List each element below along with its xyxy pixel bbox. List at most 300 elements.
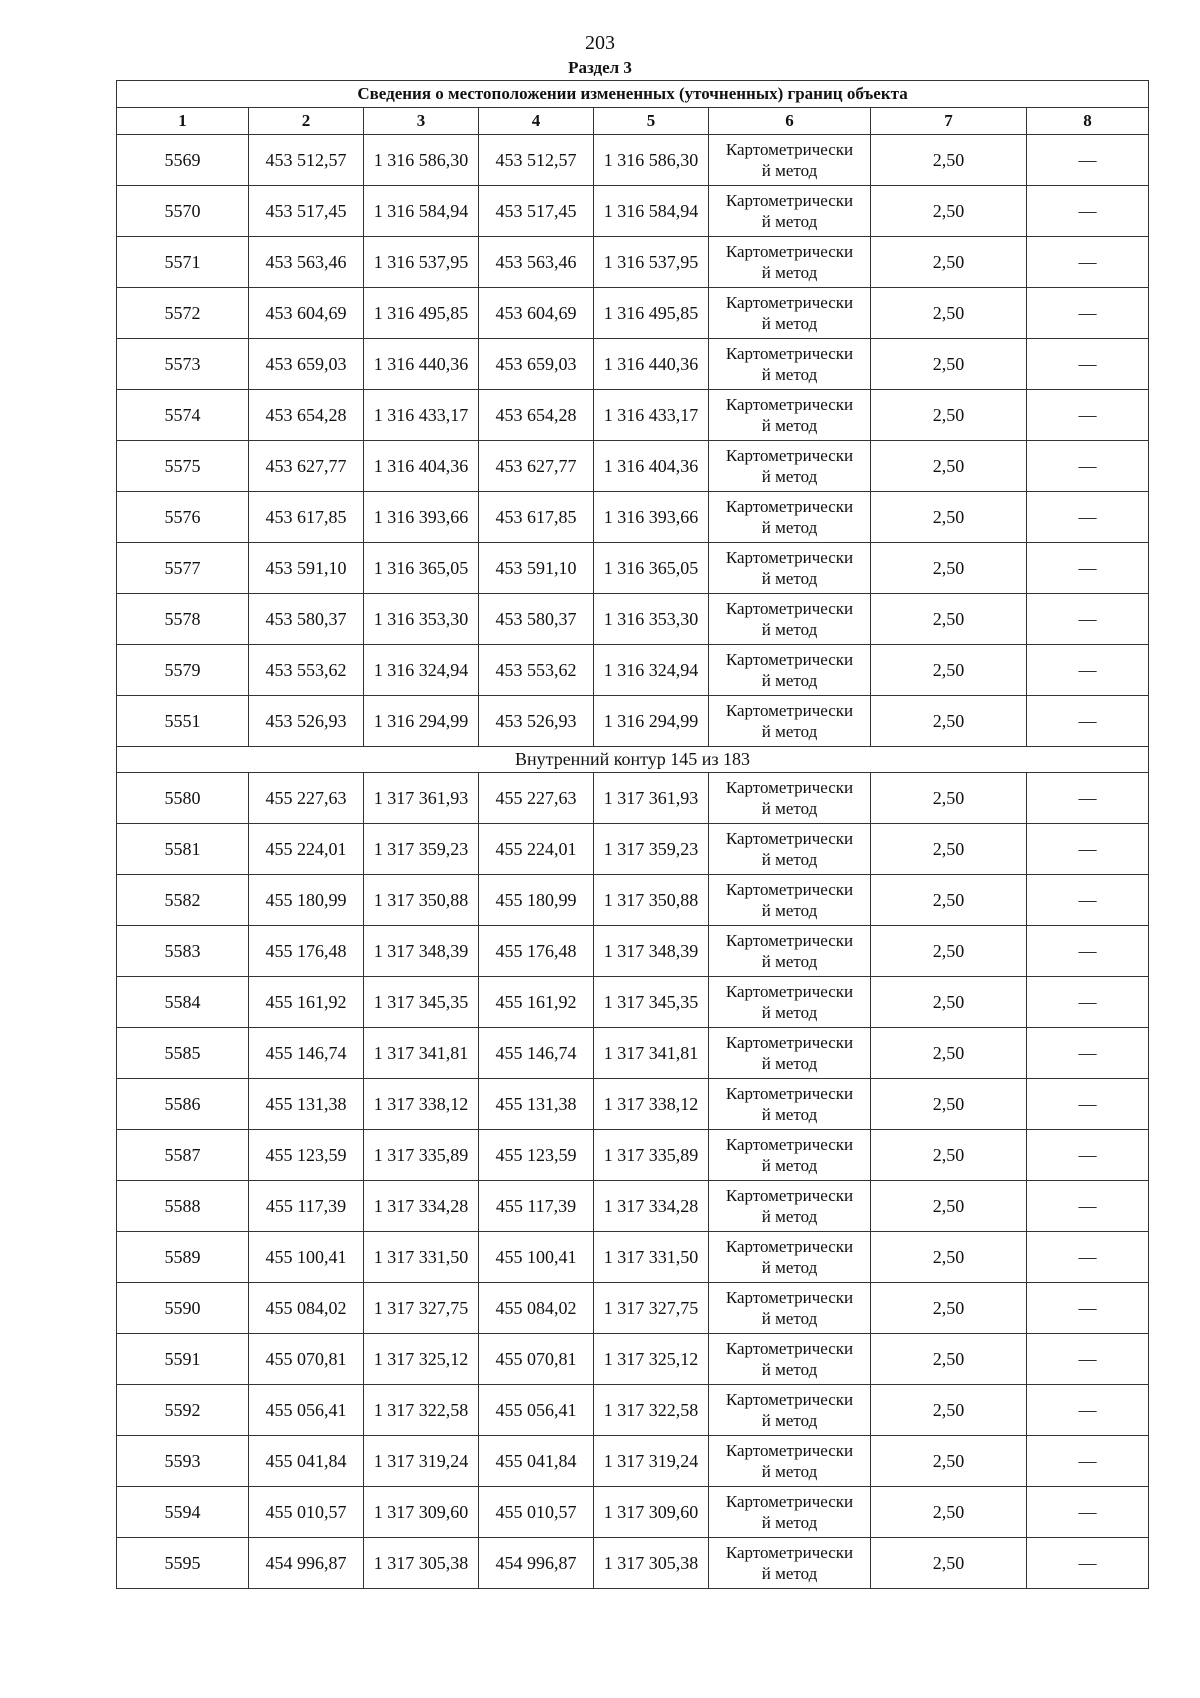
description-cell: — (1027, 1130, 1149, 1181)
coord-y-new-cell: 1 316 365,05 (594, 543, 709, 594)
coord-y-existing-cell: 1 316 294,99 (364, 696, 479, 747)
coord-x-existing-cell: 453 591,10 (249, 543, 364, 594)
description-cell: — (1027, 977, 1149, 1028)
method-line: Картометрически (725, 1186, 854, 1205)
method-cell (709, 543, 871, 594)
coord-x-new-cell: 453 604,69 (479, 288, 594, 339)
coord-y-existing-cell: 1 317 325,12 (364, 1334, 479, 1385)
point-number-cell: 5584 (117, 977, 249, 1028)
method-line: Картометрически (725, 1441, 854, 1460)
coord-x-existing-cell: 455 123,59 (249, 1130, 364, 1181)
coord-y-new-cell: 1 316 440,36 (594, 339, 709, 390)
coord-x-existing-cell: 453 553,62 (249, 645, 364, 696)
method-line: Картометрически (725, 1033, 854, 1052)
coord-y-new-cell: 1 316 393,66 (594, 492, 709, 543)
point-number-cell: 5571 (117, 237, 249, 288)
coord-y-new-cell: 1 317 338,12 (594, 1079, 709, 1130)
description-cell: — (1027, 1079, 1149, 1130)
point-number-cell: 5593 (117, 1436, 249, 1487)
coord-y-existing-cell: 1 316 365,05 (364, 543, 479, 594)
contour-label: Внутренний контур 145 из 183 (117, 747, 1149, 773)
method-line: Картометрически (725, 140, 854, 159)
description-cell: — (1027, 543, 1149, 594)
method-cell (709, 977, 871, 1028)
method-line: й метод (761, 1462, 818, 1481)
description-cell: — (1027, 492, 1149, 543)
point-number-cell: 5592 (117, 1385, 249, 1436)
point-number-cell: 5586 (117, 1079, 249, 1130)
accuracy-cell: 2,50 (871, 1181, 1027, 1232)
table-row (117, 645, 1149, 696)
method-cell (709, 135, 871, 186)
coord-x-existing-cell: 453 512,57 (249, 135, 364, 186)
point-number-cell: 5594 (117, 1487, 249, 1538)
method-cell (709, 1334, 871, 1385)
method-line: й метод (761, 212, 818, 231)
coord-y-existing-cell: 1 317 345,35 (364, 977, 479, 1028)
description-cell: — (1027, 390, 1149, 441)
method-cell (709, 1538, 871, 1589)
description-cell: — (1027, 875, 1149, 926)
coord-y-existing-cell: 1 316 324,94 (364, 645, 479, 696)
coord-y-existing-cell: 1 316 586,30 (364, 135, 479, 186)
coord-y-existing-cell: 1 316 537,95 (364, 237, 479, 288)
accuracy-cell: 2,50 (871, 492, 1027, 543)
method-cell (709, 594, 871, 645)
column-header: 2 (249, 108, 364, 135)
description-cell: — (1027, 1385, 1149, 1436)
coord-y-existing-cell: 1 316 393,66 (364, 492, 479, 543)
point-number-cell: 5577 (117, 543, 249, 594)
coord-y-new-cell: 1 317 327,75 (594, 1283, 709, 1334)
column-header: 3 (364, 108, 479, 135)
method-line: й метод (761, 161, 818, 180)
method-cell (709, 926, 871, 977)
column-header: 4 (479, 108, 594, 135)
method-line: й метод (761, 1003, 818, 1022)
accuracy-cell: 2,50 (871, 645, 1027, 696)
coord-y-new-cell: 1 316 353,30 (594, 594, 709, 645)
method-line: й метод (761, 1156, 818, 1175)
coord-x-new-cell: 455 100,41 (479, 1232, 594, 1283)
method-cell (709, 1232, 871, 1283)
coord-y-new-cell: 1 316 495,85 (594, 288, 709, 339)
coord-x-new-cell: 455 227,63 (479, 773, 594, 824)
coord-x-new-cell: 453 553,62 (479, 645, 594, 696)
method-line: й метод (761, 1360, 818, 1379)
table-body (117, 81, 1149, 1589)
point-number-cell: 5581 (117, 824, 249, 875)
point-number-cell: 5590 (117, 1283, 249, 1334)
coord-x-new-cell: 453 512,57 (479, 135, 594, 186)
accuracy-cell: 2,50 (871, 1538, 1027, 1589)
coord-y-new-cell: 1 316 433,17 (594, 390, 709, 441)
coord-x-existing-cell: 453 580,37 (249, 594, 364, 645)
description-cell: — (1027, 824, 1149, 875)
description-cell: — (1027, 1181, 1149, 1232)
coord-x-new-cell: 455 010,57 (479, 1487, 594, 1538)
accuracy-cell: 2,50 (871, 926, 1027, 977)
method-cell (709, 186, 871, 237)
method-cell (709, 645, 871, 696)
coord-x-existing-cell: 455 176,48 (249, 926, 364, 977)
method-cell (709, 390, 871, 441)
method-cell (709, 237, 871, 288)
table-row (117, 1334, 1149, 1385)
coord-x-existing-cell: 453 604,69 (249, 288, 364, 339)
method-line: й метод (761, 952, 818, 971)
point-number-cell: 5573 (117, 339, 249, 390)
method-line: Картометрически (725, 829, 854, 848)
table-row (117, 288, 1149, 339)
method-line: Картометрически (725, 982, 854, 1001)
coord-x-new-cell: 453 517,45 (479, 186, 594, 237)
method-line: Картометрически (725, 497, 854, 516)
method-line: й метод (761, 620, 818, 639)
method-cell (709, 1436, 871, 1487)
method-cell (709, 1079, 871, 1130)
coord-y-existing-cell: 1 317 341,81 (364, 1028, 479, 1079)
method-line: й метод (761, 1309, 818, 1328)
coord-x-existing-cell: 455 224,01 (249, 824, 364, 875)
point-number-cell: 5583 (117, 926, 249, 977)
method-line: Картометрически (725, 1084, 854, 1103)
accuracy-cell: 2,50 (871, 773, 1027, 824)
table-row (117, 696, 1149, 747)
coord-y-new-cell: 1 317 325,12 (594, 1334, 709, 1385)
coord-x-new-cell: 453 627,77 (479, 441, 594, 492)
coord-x-new-cell: 455 180,99 (479, 875, 594, 926)
coord-x-new-cell: 453 580,37 (479, 594, 594, 645)
coord-x-existing-cell: 455 010,57 (249, 1487, 364, 1538)
point-number-cell: 5570 (117, 186, 249, 237)
method-line: й метод (761, 1513, 818, 1532)
coord-x-new-cell: 455 084,02 (479, 1283, 594, 1334)
method-cell (709, 1181, 871, 1232)
coord-y-new-cell: 1 317 361,93 (594, 773, 709, 824)
coord-y-existing-cell: 1 317 359,23 (364, 824, 479, 875)
method-line: й метод (761, 799, 818, 818)
description-cell: — (1027, 1487, 1149, 1538)
method-line: й метод (761, 263, 818, 282)
accuracy-cell: 2,50 (871, 390, 1027, 441)
coord-x-existing-cell: 455 084,02 (249, 1283, 364, 1334)
accuracy-cell: 2,50 (871, 1334, 1027, 1385)
table-row (117, 237, 1149, 288)
coord-x-existing-cell: 453 627,77 (249, 441, 364, 492)
method-cell (709, 1130, 871, 1181)
method-line: Картометрически (725, 1492, 854, 1511)
accuracy-cell: 2,50 (871, 1079, 1027, 1130)
table-row (117, 135, 1149, 186)
coord-y-new-cell: 1 317 319,24 (594, 1436, 709, 1487)
method-cell (709, 773, 871, 824)
column-header: 6 (709, 108, 871, 135)
coordinates-table (116, 80, 1149, 1589)
coord-x-new-cell: 454 996,87 (479, 1538, 594, 1589)
method-line: й метод (761, 314, 818, 333)
coord-y-existing-cell: 1 317 361,93 (364, 773, 479, 824)
table-row (117, 977, 1149, 1028)
coord-x-new-cell: 453 654,28 (479, 390, 594, 441)
coord-x-existing-cell: 455 117,39 (249, 1181, 364, 1232)
coord-x-existing-cell: 455 131,38 (249, 1079, 364, 1130)
table-row (117, 543, 1149, 594)
accuracy-cell: 2,50 (871, 1232, 1027, 1283)
description-cell: — (1027, 135, 1149, 186)
description-cell: — (1027, 773, 1149, 824)
description-cell: — (1027, 1334, 1149, 1385)
coord-x-existing-cell: 455 100,41 (249, 1232, 364, 1283)
table-row (117, 926, 1149, 977)
method-line: й метод (761, 365, 818, 384)
coord-y-new-cell: 1 316 294,99 (594, 696, 709, 747)
method-cell (709, 1028, 871, 1079)
method-line: й метод (761, 1054, 818, 1073)
coord-y-existing-cell: 1 316 440,36 (364, 339, 479, 390)
point-number-cell: 5582 (117, 875, 249, 926)
description-cell: — (1027, 237, 1149, 288)
accuracy-cell: 2,50 (871, 135, 1027, 186)
coord-x-existing-cell: 455 056,41 (249, 1385, 364, 1436)
accuracy-cell: 2,50 (871, 1436, 1027, 1487)
description-cell: — (1027, 1028, 1149, 1079)
table-caption-row (117, 81, 1149, 108)
coord-x-new-cell: 455 117,39 (479, 1181, 594, 1232)
accuracy-cell: 2,50 (871, 594, 1027, 645)
coord-y-existing-cell: 1 317 350,88 (364, 875, 479, 926)
method-line: й метод (761, 467, 818, 486)
accuracy-cell: 2,50 (871, 696, 1027, 747)
coord-x-existing-cell: 455 227,63 (249, 773, 364, 824)
coord-y-existing-cell: 1 317 348,39 (364, 926, 479, 977)
description-cell: — (1027, 696, 1149, 747)
table-row (117, 1436, 1149, 1487)
accuracy-cell: 2,50 (871, 543, 1027, 594)
point-number-cell: 5591 (117, 1334, 249, 1385)
accuracy-cell: 2,50 (871, 1487, 1027, 1538)
coord-y-new-cell: 1 317 309,60 (594, 1487, 709, 1538)
description-cell: — (1027, 441, 1149, 492)
method-line: Картометрически (725, 778, 854, 797)
description-cell: — (1027, 1436, 1149, 1487)
coord-y-existing-cell: 1 317 331,50 (364, 1232, 479, 1283)
method-line: й метод (761, 518, 818, 537)
coord-y-new-cell: 1 316 537,95 (594, 237, 709, 288)
accuracy-cell: 2,50 (871, 1130, 1027, 1181)
column-header: 5 (594, 108, 709, 135)
table-row (117, 441, 1149, 492)
coord-y-new-cell: 1 317 341,81 (594, 1028, 709, 1079)
method-line: Картометрически (725, 293, 854, 312)
coord-x-existing-cell: 453 563,46 (249, 237, 364, 288)
point-number-cell: 5579 (117, 645, 249, 696)
table-row (117, 1232, 1149, 1283)
coord-y-existing-cell: 1 316 495,85 (364, 288, 479, 339)
point-number-cell: 5595 (117, 1538, 249, 1589)
method-line: Картометрически (725, 191, 854, 210)
point-number-cell: 5569 (117, 135, 249, 186)
coord-x-new-cell: 455 146,74 (479, 1028, 594, 1079)
column-header: 1 (117, 108, 249, 135)
point-number-cell: 5576 (117, 492, 249, 543)
coord-x-new-cell: 455 041,84 (479, 1436, 594, 1487)
coord-y-existing-cell: 1 317 338,12 (364, 1079, 479, 1130)
method-line: Картометрически (725, 650, 854, 669)
table-row (117, 1079, 1149, 1130)
method-cell (709, 1283, 871, 1334)
point-number-cell: 5572 (117, 288, 249, 339)
coord-y-new-cell: 1 317 350,88 (594, 875, 709, 926)
coord-x-existing-cell: 455 180,99 (249, 875, 364, 926)
method-line: Картометрически (725, 446, 854, 465)
coord-y-existing-cell: 1 317 334,28 (364, 1181, 479, 1232)
method-cell (709, 1487, 871, 1538)
coord-y-new-cell: 1 317 335,89 (594, 1130, 709, 1181)
table-caption: Сведения о местоположении измененных (уточненных) границ объекта (117, 81, 1149, 108)
table-row (117, 1538, 1149, 1589)
point-number-cell: 5575 (117, 441, 249, 492)
method-line: Картометрически (725, 701, 854, 720)
coord-x-existing-cell: 455 041,84 (249, 1436, 364, 1487)
method-cell (709, 492, 871, 543)
description-cell: — (1027, 1232, 1149, 1283)
table-row (117, 773, 1149, 824)
method-cell (709, 875, 871, 926)
coord-y-existing-cell: 1 317 309,60 (364, 1487, 479, 1538)
point-number-cell: 5578 (117, 594, 249, 645)
coord-y-existing-cell: 1 317 322,58 (364, 1385, 479, 1436)
coord-x-new-cell: 453 617,85 (479, 492, 594, 543)
coord-y-existing-cell: 1 317 335,89 (364, 1130, 479, 1181)
accuracy-cell: 2,50 (871, 824, 1027, 875)
coord-x-existing-cell: 453 617,85 (249, 492, 364, 543)
table-row (117, 1283, 1149, 1334)
method-cell (709, 339, 871, 390)
coord-x-new-cell: 453 659,03 (479, 339, 594, 390)
coord-y-new-cell: 1 317 348,39 (594, 926, 709, 977)
coord-y-existing-cell: 1 317 327,75 (364, 1283, 479, 1334)
coord-y-existing-cell: 1 317 305,38 (364, 1538, 479, 1589)
coord-y-new-cell: 1 317 305,38 (594, 1538, 709, 1589)
method-line: й метод (761, 1207, 818, 1226)
description-cell: — (1027, 186, 1149, 237)
coord-y-new-cell: 1 317 334,28 (594, 1181, 709, 1232)
coord-y-existing-cell: 1 316 404,36 (364, 441, 479, 492)
coord-y-new-cell: 1 317 359,23 (594, 824, 709, 875)
method-line: Картометрически (725, 1543, 854, 1562)
coord-x-existing-cell: 453 526,93 (249, 696, 364, 747)
method-cell (709, 1385, 871, 1436)
method-cell (709, 441, 871, 492)
method-line: й метод (761, 722, 818, 741)
section-title: Раздел 3 (568, 58, 632, 77)
accuracy-cell: 2,50 (871, 339, 1027, 390)
method-line: Картометрически (725, 1339, 854, 1358)
description-cell: — (1027, 339, 1149, 390)
method-line: й метод (761, 901, 818, 920)
description-cell: — (1027, 926, 1149, 977)
coord-y-new-cell: 1 317 331,50 (594, 1232, 709, 1283)
point-number-cell: 5589 (117, 1232, 249, 1283)
accuracy-cell: 2,50 (871, 1283, 1027, 1334)
description-cell: — (1027, 1538, 1149, 1589)
page-number: 203 (585, 32, 615, 54)
accuracy-cell: 2,50 (871, 1385, 1027, 1436)
coord-y-new-cell: 1 316 586,30 (594, 135, 709, 186)
method-cell (709, 824, 871, 875)
coord-x-new-cell: 455 176,48 (479, 926, 594, 977)
method-line: Картометрически (725, 931, 854, 950)
coord-x-existing-cell: 453 659,03 (249, 339, 364, 390)
description-cell: — (1027, 645, 1149, 696)
table-row (117, 492, 1149, 543)
accuracy-cell: 2,50 (871, 875, 1027, 926)
point-number-cell: 5574 (117, 390, 249, 441)
description-cell: — (1027, 288, 1149, 339)
coord-x-new-cell: 455 070,81 (479, 1334, 594, 1385)
coord-x-new-cell: 455 161,92 (479, 977, 594, 1028)
method-line: й метод (761, 1564, 818, 1583)
method-line: Картометрически (725, 1135, 854, 1154)
table-row (117, 390, 1149, 441)
table-row (117, 1181, 1149, 1232)
method-cell (709, 288, 871, 339)
table-row (117, 1130, 1149, 1181)
method-line: й метод (761, 671, 818, 690)
contour-row (117, 747, 1149, 773)
coord-x-new-cell: 453 563,46 (479, 237, 594, 288)
coord-y-existing-cell: 1 316 353,30 (364, 594, 479, 645)
column-header: 7 (871, 108, 1027, 135)
description-cell: — (1027, 1283, 1149, 1334)
table-row (117, 594, 1149, 645)
method-line: й метод (761, 850, 818, 869)
method-line: Картометрически (725, 344, 854, 363)
point-number-cell: 5588 (117, 1181, 249, 1232)
table-row (117, 1385, 1149, 1436)
method-cell (709, 696, 871, 747)
coord-y-existing-cell: 1 317 319,24 (364, 1436, 479, 1487)
method-line: й метод (761, 1105, 818, 1124)
coord-y-existing-cell: 1 316 433,17 (364, 390, 479, 441)
table-row (117, 824, 1149, 875)
table-row (117, 186, 1149, 237)
method-line: Картометрически (725, 599, 854, 618)
accuracy-cell: 2,50 (871, 237, 1027, 288)
method-line: й метод (761, 416, 818, 435)
point-number-cell: 5551 (117, 696, 249, 747)
accuracy-cell: 2,50 (871, 288, 1027, 339)
coord-x-existing-cell: 454 996,87 (249, 1538, 364, 1589)
method-line: Картометрически (725, 1390, 854, 1409)
coord-y-new-cell: 1 316 404,36 (594, 441, 709, 492)
coord-x-existing-cell: 453 654,28 (249, 390, 364, 441)
coord-x-existing-cell: 455 161,92 (249, 977, 364, 1028)
coord-x-existing-cell: 455 146,74 (249, 1028, 364, 1079)
method-line: Картометрически (725, 242, 854, 261)
coord-y-new-cell: 1 316 324,94 (594, 645, 709, 696)
accuracy-cell: 2,50 (871, 1028, 1027, 1079)
table-row (117, 875, 1149, 926)
table-row (117, 1028, 1149, 1079)
column-header-row (117, 108, 1149, 135)
coord-x-new-cell: 455 056,41 (479, 1385, 594, 1436)
coord-y-new-cell: 1 317 345,35 (594, 977, 709, 1028)
description-cell: — (1027, 594, 1149, 645)
coord-y-new-cell: 1 317 322,58 (594, 1385, 709, 1436)
method-line: й метод (761, 1411, 818, 1430)
